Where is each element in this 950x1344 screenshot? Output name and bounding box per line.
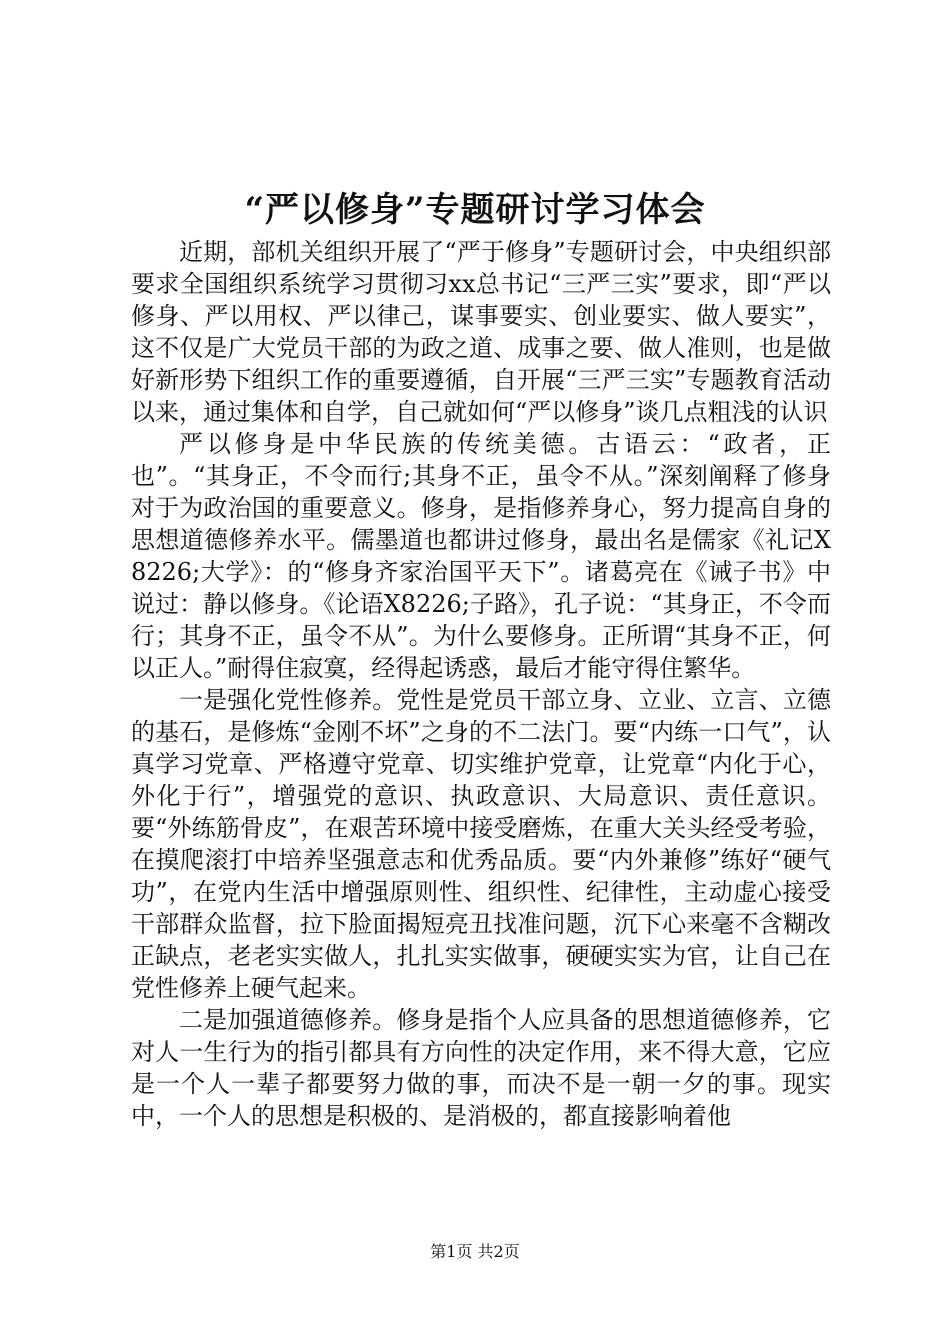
paragraph-morality: 二是加强道德修养。修身是指个人应具备的思想道德修养，它对人一生行为的指引都具有方向性的决定作用，来不得大意，它应是一个人一辈子都要努力做的事，而决不是一朝一夕的事。现实中，一个人的思想是积极的、是消极的，都直接影响着他 [131, 1006, 831, 1130]
page-number-footer: 第1页 共2页 [430, 1242, 520, 1261]
paragraph-intro: 近期，部机关组织开展了“严于修身”专题研讨会，中央组织部要求全国组织系统学习贯彻习xx总书记“三严三实”要求，即“严以修身、严以用权、严以律己，谋事要实、创业要实、做人要实”，这不仅是广大党员干部的为政之道、成事之要、做人准则，也是做好新形势下组织工作的重要遵循，自开展“三严三实”专题教育活动以来，通过集体和自学，自己就如何“严以修身”谈几点粗浅的认识 [131, 238, 831, 426]
paragraph-party-spirit: 一是强化党性修养。党性是党员干部立身、立业、立言、立德的基石，是修炼“金刚不坏”之身的不二法门。要“内练一口气”，认真学习党章、严格遵守党章、切实维护党章，让党章“内化于心，外化于行”，增强党的意识、执政意识、大局意识、责任意识。要“外练筋骨皮”，在艰苦环境中接受磨炼，在重大关头经受考验，在摸爬滚打中培养坚强意志和优秀品质。要“内外兼修”练好“硬气功”，在党内生活中增强原则性、组织性、纪律性，主动虚心接受干部群众监督，拉下脸面揭短亮丑找准问题，沉下心来毫不含糊改正缺点，老老实实做人，扎扎实实做事，硬硬实实为官，让自己在党性修养上硬气起来。 [131, 686, 831, 1002]
paragraph-tradition: 严以修身是中华民族的传统美德。古语云：“政者，正也”。“其身正，不令而行;其身不正，虽令不从。”深刻阐释了修身对于为政治国的重要意义。修身，是指修养身心，努力提高自身的思想道德修养水平。儒墨道也都讲过修身，最出名是儒家《礼记X8226;大学》：的“修身齐家治国平天下”。诸葛亮在《诫子书》中说过：静以修身。《论语X8226;子路》，孔子说：“其身正，不令而行；其身不正，虽令不从”。为什么要修身。正所谓“其身不正，何以正人。”耐得住寂寞，经得起诱惑，最后才能守得住繁华。 [131, 430, 831, 682]
document-title: “严以修身”专题研讨学习体会 [244, 190, 706, 230]
document-body [131, 236, 831, 1132]
